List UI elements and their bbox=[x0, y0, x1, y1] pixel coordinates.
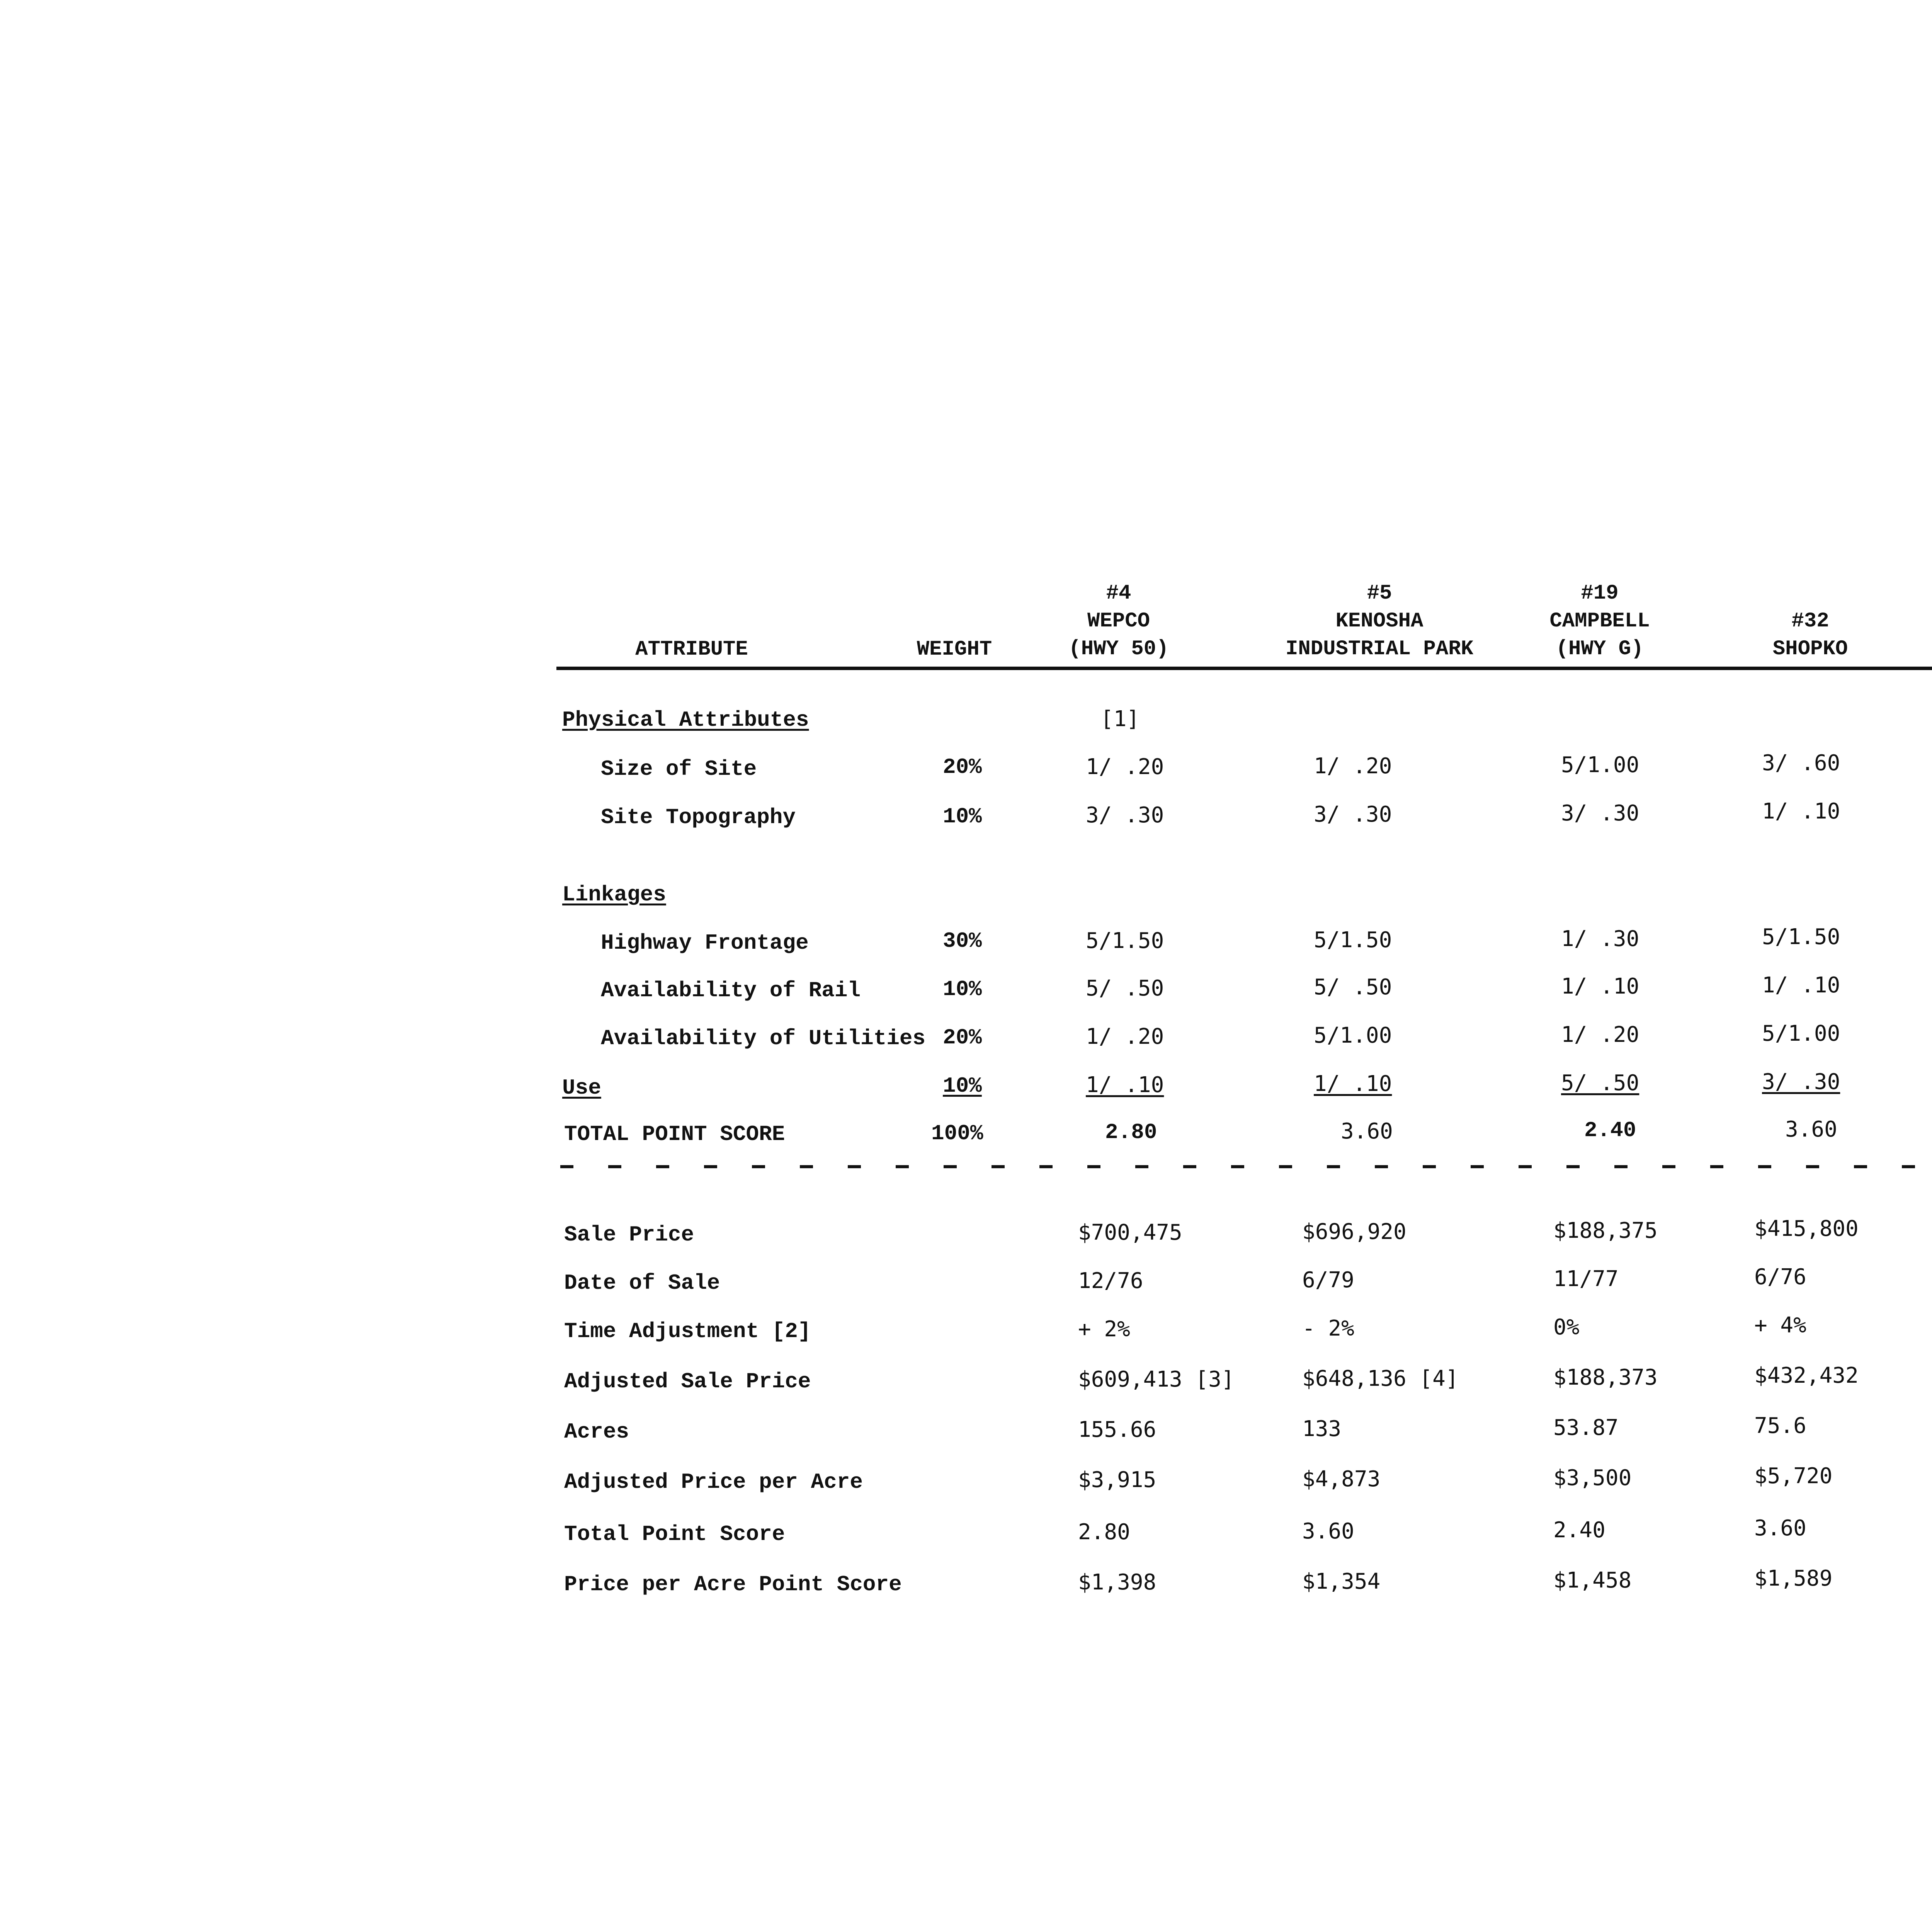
sales-label: Sale Price bbox=[564, 1222, 694, 1247]
row-value-col2: 1/ .20 bbox=[1314, 754, 1392, 779]
sales-value-col2: 133 bbox=[1302, 1416, 1342, 1441]
row-value-col3: 2.40 bbox=[1584, 1118, 1636, 1143]
sales-value-col1: $1,398 bbox=[1078, 1570, 1156, 1595]
header-col1-line2: WEPCO bbox=[1087, 609, 1150, 633]
sales-value-col2: 3.60 bbox=[1302, 1519, 1354, 1544]
sales-value-col2: $1,354 bbox=[1302, 1569, 1381, 1594]
section-physical-attributes: Physical Attributes bbox=[562, 708, 809, 732]
row-value-col3: 5/ .50 bbox=[1561, 1070, 1639, 1096]
header-col4-line2: SHOPKO bbox=[1772, 637, 1848, 661]
row-value-col2: 5/1.50 bbox=[1314, 927, 1392, 953]
header-col3-line2: CAMPBELL bbox=[1549, 609, 1650, 633]
sales-value-col2: $648,136 [4] bbox=[1302, 1366, 1459, 1391]
sales-value-col3: 53.87 bbox=[1553, 1415, 1619, 1440]
sales-value-col1: $609,413 [3] bbox=[1078, 1367, 1235, 1392]
header-weight bbox=[917, 636, 992, 664]
header-col1-line3: (HWY 50) bbox=[1068, 637, 1169, 661]
sales-label: Time Adjustment [2] bbox=[564, 1319, 811, 1344]
header-col3-line1: #19 bbox=[1581, 582, 1619, 605]
row-weight: 10% bbox=[943, 977, 982, 1002]
row-weight: 100% bbox=[931, 1121, 983, 1146]
row-label: Availability of Utilities bbox=[601, 1026, 926, 1051]
sales-value-col3: 11/77 bbox=[1553, 1266, 1619, 1292]
row-value-col3: 1/ .20 bbox=[1561, 1022, 1639, 1047]
row-value-col3: 5/1.00 bbox=[1561, 752, 1639, 778]
sales-value-col1: $3,915 bbox=[1078, 1467, 1156, 1492]
sales-label: Acres bbox=[564, 1419, 629, 1444]
row-value-col1: 2.80 bbox=[1105, 1120, 1157, 1145]
row-label: TOTAL POINT SCORE bbox=[564, 1122, 785, 1147]
row-weight: 10% bbox=[943, 1074, 982, 1098]
header-col4-line1: #32 bbox=[1791, 609, 1829, 633]
header-rule bbox=[556, 667, 1932, 670]
row-value-col1: 5/ .50 bbox=[1086, 976, 1164, 1001]
sales-value-col1: + 2% bbox=[1078, 1317, 1130, 1342]
header-weight-line: WEIGHT bbox=[917, 638, 992, 661]
row-value-col4: 3.60 bbox=[1785, 1117, 1837, 1142]
sales-value-col1: 2.80 bbox=[1078, 1520, 1130, 1545]
sales-value-col4: $5,720 bbox=[1754, 1463, 1833, 1489]
row-value-col4: 1/ .10 bbox=[1762, 973, 1840, 998]
footnote-marker-1: [1] bbox=[1100, 706, 1140, 732]
header-col2-line2: KENOSHA bbox=[1335, 609, 1423, 633]
header-col3 bbox=[1549, 580, 1650, 663]
row-label: Highway Frontage bbox=[601, 931, 809, 955]
row-weight: 20% bbox=[943, 755, 982, 779]
header-col1-line1: #4 bbox=[1106, 582, 1131, 605]
row-value-col2: 5/ .50 bbox=[1314, 975, 1392, 1000]
row-value-col1: 5/1.50 bbox=[1086, 928, 1164, 953]
sales-value-col2: $4,873 bbox=[1302, 1467, 1381, 1492]
sales-value-col3: $3,500 bbox=[1553, 1465, 1632, 1491]
sales-label: Date of Sale bbox=[564, 1271, 720, 1295]
sales-value-col3: $188,373 bbox=[1553, 1365, 1658, 1390]
row-weight: 30% bbox=[943, 929, 982, 953]
row-value-col3: 1/ .10 bbox=[1561, 974, 1639, 999]
row-value-col1: 1/ .20 bbox=[1086, 754, 1164, 779]
row-value-col1: 1/ .20 bbox=[1086, 1024, 1164, 1049]
row-value-col2: 5/1.00 bbox=[1314, 1023, 1392, 1048]
sales-value-col2: $696,920 bbox=[1302, 1219, 1406, 1244]
header-attribute-line: ATTRIBUTE bbox=[635, 638, 748, 661]
row-label: Use bbox=[562, 1075, 601, 1100]
row-label: Site Topography bbox=[601, 805, 796, 830]
header-col2-line3: INDUSTRIAL PARK bbox=[1285, 637, 1474, 661]
row-value-col1: 1/ .10 bbox=[1086, 1072, 1164, 1098]
header-attribute bbox=[635, 636, 748, 664]
sales-value-col3: $1,458 bbox=[1553, 1568, 1632, 1593]
row-label: Size of Site bbox=[601, 757, 757, 781]
header-col2-line1: #5 bbox=[1367, 582, 1392, 605]
sales-value-col4: 3.60 bbox=[1754, 1516, 1806, 1541]
row-value-col3: 3/ .30 bbox=[1561, 801, 1639, 826]
row-value-col3: 1/ .30 bbox=[1561, 926, 1639, 951]
sales-label: Total Point Score bbox=[564, 1522, 785, 1547]
row-label: Availability of Rail bbox=[601, 978, 861, 1003]
header-col3-line3: (HWY G) bbox=[1556, 637, 1644, 661]
sales-label: Price per Acre Point Score bbox=[564, 1572, 902, 1597]
sales-value-col2: 6/79 bbox=[1302, 1268, 1354, 1293]
sales-value-col3: $188,375 bbox=[1553, 1218, 1658, 1243]
row-value-col1: 3/ .30 bbox=[1086, 803, 1164, 828]
header-col4 bbox=[1773, 607, 1848, 663]
sales-value-col4: + 4% bbox=[1754, 1313, 1806, 1338]
row-value-col4: 5/1.50 bbox=[1762, 924, 1840, 949]
row-value-col4: 5/1.00 bbox=[1762, 1021, 1840, 1046]
row-value-col4: 3/ .60 bbox=[1762, 750, 1840, 776]
sales-value-col4: 6/76 bbox=[1754, 1264, 1806, 1290]
dashed-separator bbox=[560, 1165, 1932, 1168]
sales-label: Adjusted Sale Price bbox=[564, 1369, 811, 1394]
sales-value-col4: $415,800 bbox=[1754, 1216, 1859, 1241]
row-weight: 10% bbox=[943, 804, 982, 829]
row-value-col4: 3/ .30 bbox=[1762, 1069, 1840, 1094]
header-col1 bbox=[1068, 580, 1168, 663]
sales-value-col1: 12/76 bbox=[1078, 1268, 1143, 1293]
row-value-col2: 3/ .30 bbox=[1314, 802, 1392, 827]
row-value-col4: 1/ .10 bbox=[1762, 799, 1840, 824]
sales-value-col4: $1,589 bbox=[1754, 1566, 1833, 1591]
sales-value-col2: - 2% bbox=[1302, 1316, 1354, 1341]
row-value-col2: 3.60 bbox=[1341, 1119, 1393, 1144]
row-weight: 20% bbox=[943, 1025, 982, 1050]
header-col2 bbox=[1286, 580, 1473, 663]
sales-label: Adjusted Price per Acre bbox=[564, 1470, 863, 1494]
sales-value-col3: 2.40 bbox=[1553, 1518, 1605, 1543]
section-linkages: Linkages bbox=[562, 882, 666, 907]
row-value-col2: 1/ .10 bbox=[1314, 1071, 1392, 1096]
sales-value-col1: $700,475 bbox=[1078, 1220, 1182, 1245]
sales-value-col3: 0% bbox=[1553, 1315, 1580, 1340]
sales-value-col1: 155.66 bbox=[1078, 1417, 1156, 1442]
sales-value-col4: $432,432 bbox=[1754, 1363, 1859, 1388]
sales-value-col4: 75.6 bbox=[1754, 1413, 1806, 1438]
